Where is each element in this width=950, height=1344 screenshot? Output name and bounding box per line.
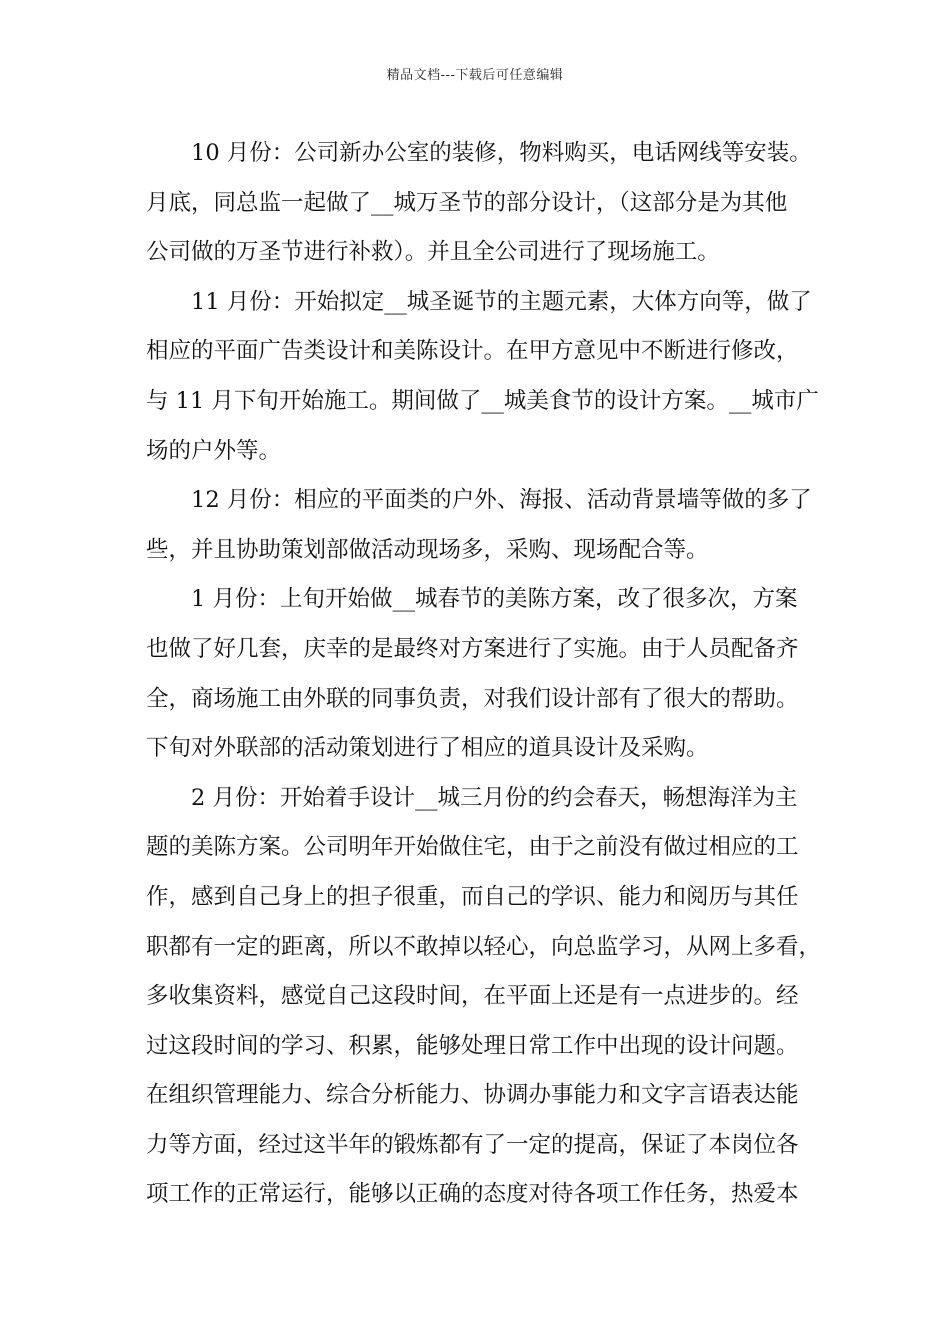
paragraph-february bbox=[146, 774, 822, 1220]
paragraph-january bbox=[146, 575, 822, 773]
text-line: 也做了好几套，庆幸的是最终对方案进行了实施。由于人员配备齐 bbox=[146, 635, 799, 662]
page-header: 精品文档---下载后可任意编辑 bbox=[386, 68, 564, 83]
paragraph-november bbox=[146, 278, 822, 476]
text-line: 与 11 月下旬开始施工。期间做了__城美食节的设计方案。__城市广 bbox=[146, 387, 819, 414]
text-line: 1 月份：上旬开始做__城春节的美陈方案，改了很多次，方案 bbox=[191, 586, 798, 613]
text-line: 作，感到自己身上的担子很重，而自己的学识、能力和阅历与其任 bbox=[146, 883, 799, 910]
text-line: 在组织管理能力、综合分析能力、协调办事能力和文字言语表达能 bbox=[146, 1082, 799, 1109]
paragraph-october bbox=[146, 129, 822, 278]
document-body bbox=[146, 129, 822, 1220]
text-line: 12 月份：相应的平面类的户外、海报、活动背景墙等做的多了 bbox=[191, 487, 812, 514]
text-line: 2 月份：开始着手设计__城三月份的约会春天，畅想海洋为主 bbox=[191, 784, 798, 811]
text-line: 相应的平面广告类设计和美陈设计。在甲方意见中不断进行修改， bbox=[146, 338, 799, 365]
text-line: 多收集资料，感觉自己这段时间，在平面上还是有一点进步的。经 bbox=[146, 983, 799, 1010]
text-line: 公司做的万圣节进行补救）。并且全公司进行了现场施工。 bbox=[146, 239, 720, 266]
text-line: 11 月份：开始拟定__城圣诞节的主题元素，大体方向等，做了 bbox=[191, 288, 812, 315]
text-line: 场的户外等。 bbox=[146, 437, 282, 464]
text-line: 10 月份：公司新办公室的装修，物料购买，电话网线等安装。 bbox=[191, 140, 812, 166]
text-line: 项工作的正常运行，能够以正确的态度对待各项工作任务，热爱本 bbox=[146, 1181, 799, 1208]
text-line: 职都有一定的距离，所以不敢掉以轻心，向总监学习，从网上多看， bbox=[146, 933, 822, 960]
text-line: 月底，同总监一起做了__城万圣节的部分设计，（这部分是为其他 bbox=[146, 189, 788, 216]
text-line: 题的美陈方案。公司明年开始做住宅，由于之前没有做过相应的工 bbox=[146, 834, 799, 861]
text-line: 些，并且协助策划部做活动现场多，采购、现场配合等。 bbox=[146, 536, 709, 563]
text-line: 力等方面，经过这半年的锻炼都有了一定的提高，保证了本岗位各 bbox=[146, 1131, 799, 1158]
text-line: 全，商场施工由外联的同事负责，对我们设计部有了很大的帮助。 bbox=[146, 685, 799, 712]
text-line: 下旬对外联部的活动策划进行了相应的道具设计及采购。 bbox=[146, 735, 709, 762]
text-line: 过这段时间的学习、积累，能够处理日常工作中出现的设计问题。 bbox=[146, 1032, 799, 1059]
paragraph-december bbox=[146, 476, 822, 575]
